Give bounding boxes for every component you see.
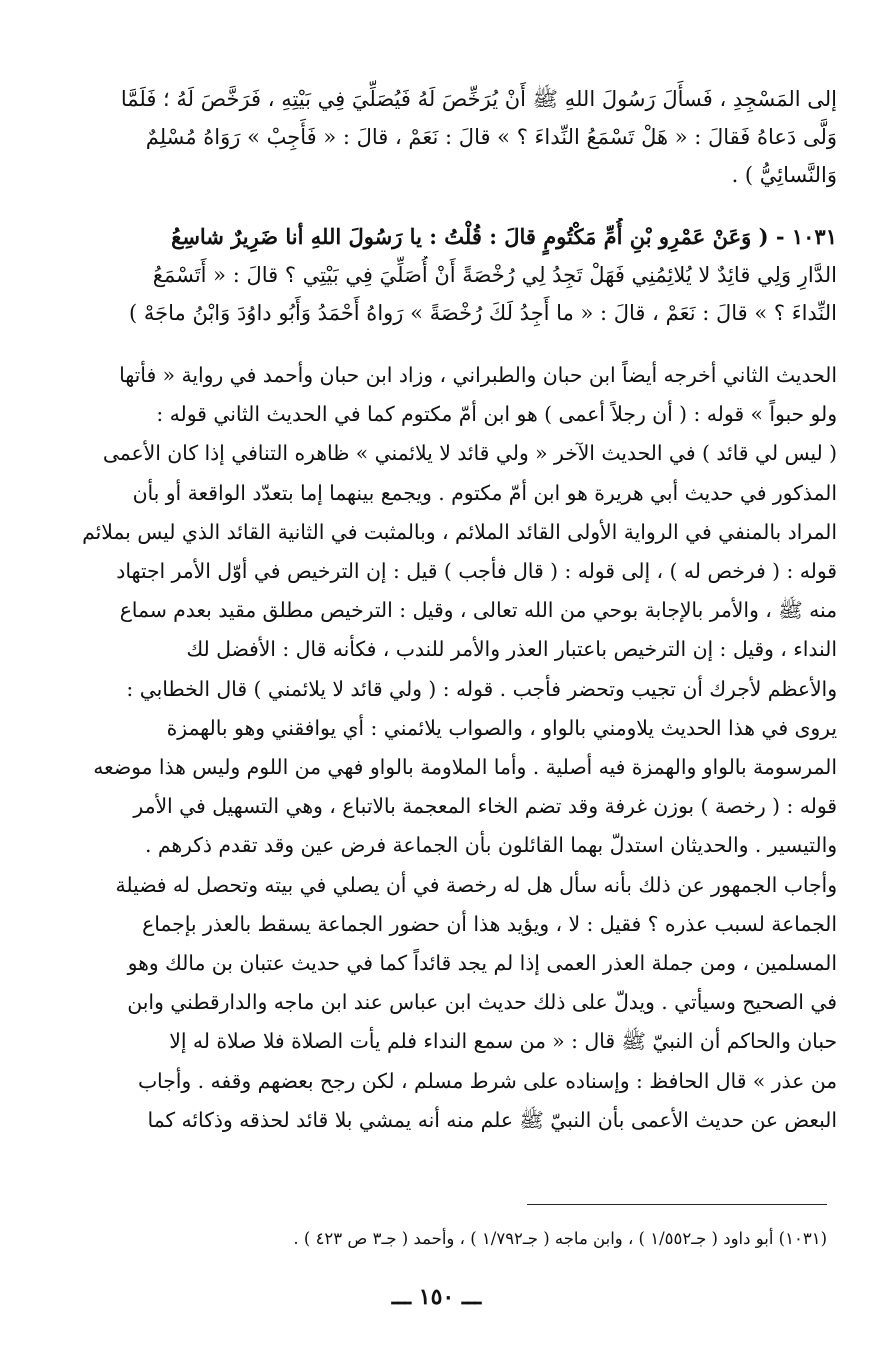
commentary-line: ( ليس لي قائد ) في الحديث الآخر « ولي قائد لا يلائمني » ظاهره التنافي إذا كان الأعمى — [102, 441, 837, 466]
commentary-line: الحديث الثاني أخرجه أيضاً ابن حبان والطبراني ، وزاد ابن حبان وأحمد في رواية « فأتها — [119, 363, 837, 387]
commentary-line: قوله : ( رخصة ) بوزن غرفة وقد تضم الخاء المعجمة بالاتباع ، وهي التسهيل في الأمر — [133, 794, 837, 819]
commentary-line: قوله : ( فرخص له ) ، إلى قوله : ( قال فأجب ) قيل : إن الترخيص في أوّل الأمر اجتهاد — [116, 559, 837, 584]
hadith-1031 — [32, 218, 837, 332]
commentary-line: الجماعة لسبب عذره ؟ فقيل : لا ، ويؤيد هذا أن حضور الجماعة يسقط بالعذر بإجماع — [142, 911, 837, 936]
commentary-line: ولو حبواً » قوله : ( أن رجلاً أعمى ) هو ابن أمّ مكتوم كما في الحديث الثاني قوله : — [156, 402, 837, 427]
hadith-line: إلى المَسْجِدِ ، فَسأَلَ رَسُولَ اللهِ ﷺ أَنْ يُرَخِّصَ لَهُ فَيُصَلِّيَ فِي بَيْتِهِ ، فَرَخَّصَ لَهُ ؛ فَلَمَّا — [120, 87, 837, 111]
commentary-line: حبان والحاكم أن النبيّ ﷺ قال : « من سمع النداء فلم يأت الصلاة فلا صلاة له إلا — [169, 1029, 837, 1054]
footnote-divider — [527, 1204, 827, 1205]
footnote: (١٠٣١) أبو داود ( جـ١/٥٥٢ ) ، وابن ماجه ( جـ١/٧٩٢ ) ، وأحمد ( جـ٣ ص ٤٢٣ ) . — [293, 1229, 827, 1248]
commentary-line: من عذر » قال الحافظ : وإسناده على شرط مسلم ، لكن رجح بعضهم وقفه . وأجاب — [137, 1068, 837, 1093]
commentary-line: والتيسير . والحديثان استدلّ بهما القائلون بأن الجماعة فرض عين وقد تقدم ذكرهم . — [144, 833, 837, 858]
commentary-line: وأجاب الجمهور عن ذلك بأنه سأل هل له رخصة في أن يصلي في بيته وتحصل له فضيلة — [115, 872, 837, 897]
commentary-line: المراد بالمنفي في الرواية الأولى القائد الملائم ، وبالمثبت في الثانية القائد الذي ليس بملائم — [82, 519, 837, 544]
commentary-line: والأعظم لأجرك أن تجيب وتحضر فأجب . قوله : ( ولي قائد لا يلائمني ) قال الخطابي : — [126, 676, 837, 701]
hadith-continuation — [32, 80, 837, 194]
commentary-line: في الصحيح وسيأتي . ويدلّ على ذلك حديث ابن عباس عند ابن ماجه والدارقطني وابن — [127, 990, 837, 1015]
commentary-line: النداء ، وقيل : إن الترخيص باعتبار العذر والأمر للندب ، فكأنه قال : الأفضل لك — [186, 637, 837, 662]
commentary-line: يروى في هذا الحديث يلاومني بالواو ، والصواب يلائمني : أي يوافقني وهو بالهمزة — [166, 715, 837, 740]
hadith-line: وَلَّى دَعاهُ فَقالَ : « هَلْ تَسْمَعُ النِّداءَ ؟ » قالَ : نَعَمْ ، قالَ : « فَأَجِبْ » رَوَاهُ مُسْلِمٌ — [145, 125, 837, 149]
hadith-line: ١٠٣١ - ( وَعَنْ عَمْرِو بْنِ أُمِّ مَكْتُومٍ قالَ : قُلْتُ : يا رَسُولَ اللهِ أنا ضَرِيرٌ شاسِعُ — [171, 224, 837, 249]
commentary-line: المذكور في حديث أبي هريرة هو ابن أمّ مكتوم . ويجمع بينهما إما بتعدّد الواقعة أو بأن — [132, 480, 837, 505]
page-number: ـــ ١٥٠ ـــ — [391, 1284, 482, 1310]
hadith-line: النِّداءَ ؟ » قالَ : نَعَمْ ، قالَ : « ما أَجِدُ لَكَ رُخْصَةً » رَواهُ أَحْمَدُ وَأَبُو داوُدَ وَابْنُ ماجَهْ ) — [129, 301, 837, 325]
hadith-line: الدَّارِ وَلِي قائِدٌ لا يُلائِمُنِي فَهَلْ تَجِدُ لِي رُخْصَةً أَنْ أُصَلِّيَ فِي بَيْتِي ؟ قالَ : « أَتَسْمَعُ — [152, 263, 837, 287]
commentary-line: المرسومة بالواو والهمزة فيه أصلية . وأما الملاومة بالواو فهي من اللوم وليس هذا موضعه — [93, 755, 837, 780]
commentary-line: البعض عن حديث الأعمى بأن النبيّ ﷺ علم منه أنه يمشي بلا قائد لحذقه وذكائه كما — [147, 1107, 837, 1132]
hadith-line: وَالنَّسائِيُّ ) . — [731, 163, 837, 187]
commentary-line: المسلمين ، ومن جملة العذر العمى إذا لم يجد قائداً كما في حديث عتبان بن مالك وهو — [127, 951, 837, 976]
commentary — [32, 356, 837, 1140]
commentary-line: منه ﷺ ، والأمر بالإجابة بوحي من الله تعالى ، وقيل : الترخيص مطلق مقيد بعدم سماع — [119, 598, 837, 623]
